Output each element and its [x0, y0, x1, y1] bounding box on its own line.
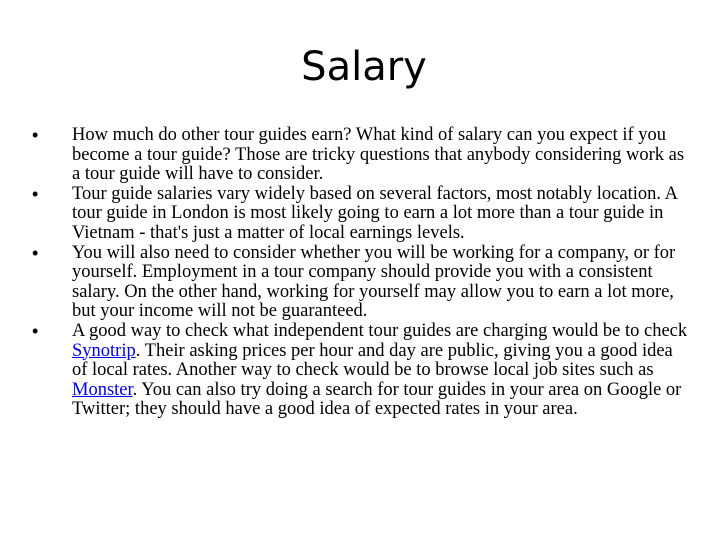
bullet-text: Tour guide salaries vary widely based on several factors, most notably location. A tour guide in London is most likely going to earn a lot more than a tour guide in Vietnam - that's just a matter of local earnings levels. [72, 183, 677, 243]
bullet-dot-icon: • [32, 320, 39, 341]
bullet-dot-icon: • [32, 125, 39, 145]
bullet-item-3 [32, 244, 692, 322]
bullet-dot-icon: • [32, 183, 39, 204]
bullet-text: How much do other tour guides earn? What kind of salary can you expect if you become a tour guide? Those are tricky questions that anybody considering work as a tour guide will have to consider. [72, 125, 685, 185]
synotrip-link[interactable]: Synotrip [72, 340, 136, 361]
bullet-text-part-3: . You can also try doing a search for tour guides in your area on Google or Twitter; they should have a good idea of expected rates in your area. [72, 379, 682, 420]
bullet-item-1 [32, 126, 692, 185]
bullet-item-4 [32, 322, 692, 420]
bullet-item-2 [32, 185, 692, 244]
bullet-text-part-1: A good way to check what independent tour guides are charging would be to check [72, 320, 688, 341]
bullet-dot-icon: • [32, 242, 39, 263]
slide-title: Salary [301, 44, 427, 90]
bullet-text: You will also need to consider whether you will be working for a company, or for yourself. Employment in a tour company should provide you with a consistent salary. On the other hand, working for yourself may allow you to earn a lot more, but your income will not be guaranteed. [72, 242, 676, 322]
bullet-text-part-2: . Their asking prices per hour and day are public, giving you a good idea of local rates. Another way to check would be to browse local job sites such as [72, 340, 673, 381]
monster-link[interactable]: Monster [72, 379, 133, 400]
bullet-list [32, 126, 692, 420]
